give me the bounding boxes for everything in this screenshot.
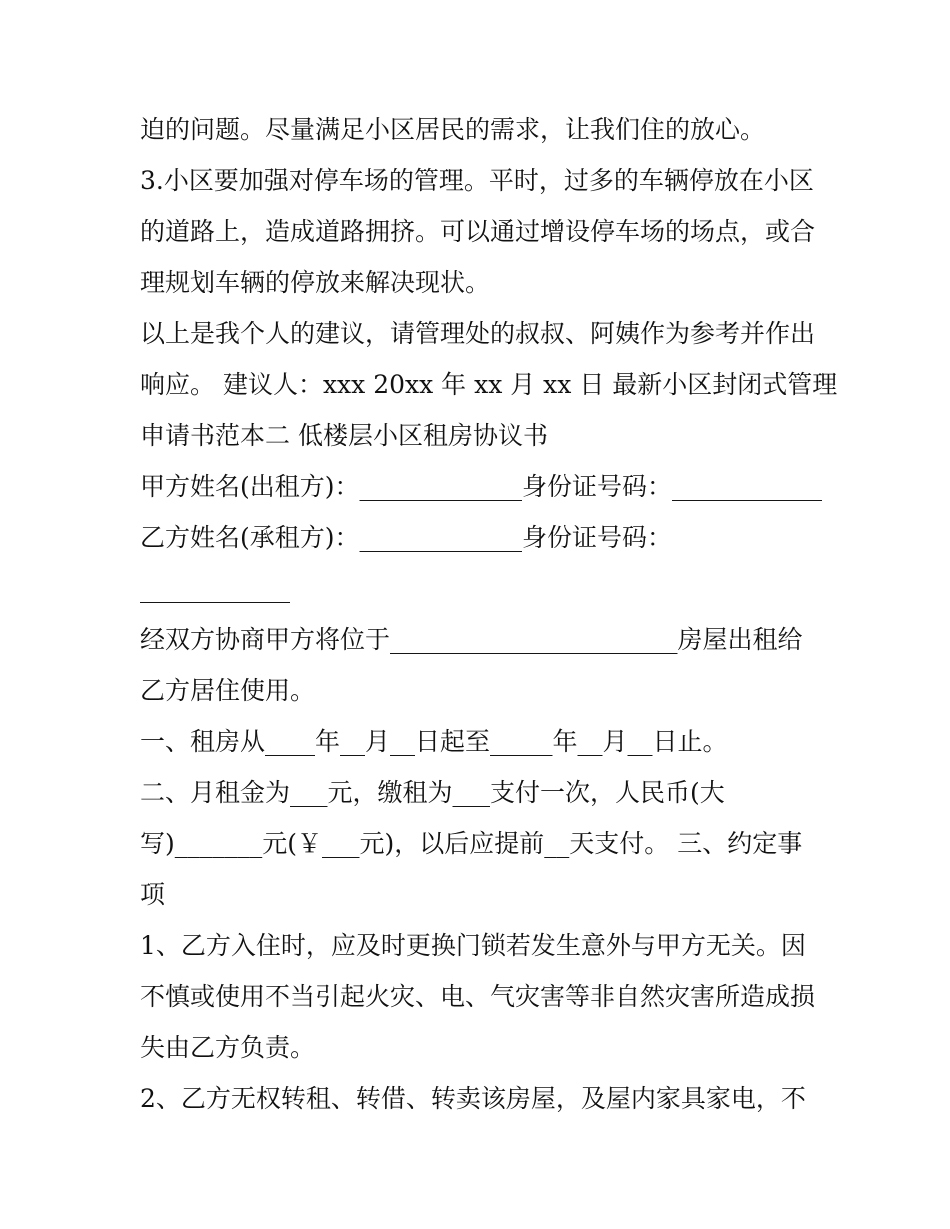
text-line: 的道路上，造成道路拥挤。可以通过增设停车场的场点，或合 [140,217,816,246]
text-line: ____________ [140,574,290,603]
text-line: 以上是我个人的建议，请管理处的叔叔、阿姨作为参考并作出 [140,319,816,348]
text-line: 理规划车辆的停放来解决现状。 [140,268,491,297]
text-line: 失由乙方负责。 [140,1033,316,1062]
text-line: 甲方姓名(出租方)：_____________身份证号码：____________ [140,472,823,501]
text-line: 迫的问题。尽量满足小区居民的需求，让我们住的放心。 [140,115,766,144]
text-line: 乙方姓名(承租方)：_____________身份证号码： [140,523,673,552]
text-line: 经双方协商甲方将位于_______________________房屋出租给 [140,625,803,654]
text-line: 一、租房从____年__月__日起至_____年__月__日止。 [140,727,728,756]
text-line: 不慎或使用不当引起火灾、电、气灾害等非自然灾害所造成损 [140,982,816,1011]
text-line: 二、月租金为___元，缴租为___支付一次，人民币(大 [140,778,725,807]
text-line: 乙方居住使用。 [140,676,316,705]
document-body [140,104,838,1124]
text-line: 3.小区要加强对停车场的管理。平时，过多的车辆停放在小区 [140,166,814,195]
text-line: 2、乙方无权转租、转借、转卖该房屋，及屋内家具家电，不 [140,1084,806,1113]
text-line: 写)_______元(￥___元)，以后应提前__天支付。 三、约定事 [140,829,803,858]
text-line: 申请书范本二 低楼层小区租房协议书 [140,421,548,450]
text-line: 项 [140,880,166,909]
text-line: 响应。 建议人：xxx 20xx 年 xx 月 xx 日 最新小区封闭式管理 [140,370,838,399]
text-line: 1、乙方入住时，应及时更换门锁若发生意外与甲方无关。因 [140,931,806,960]
